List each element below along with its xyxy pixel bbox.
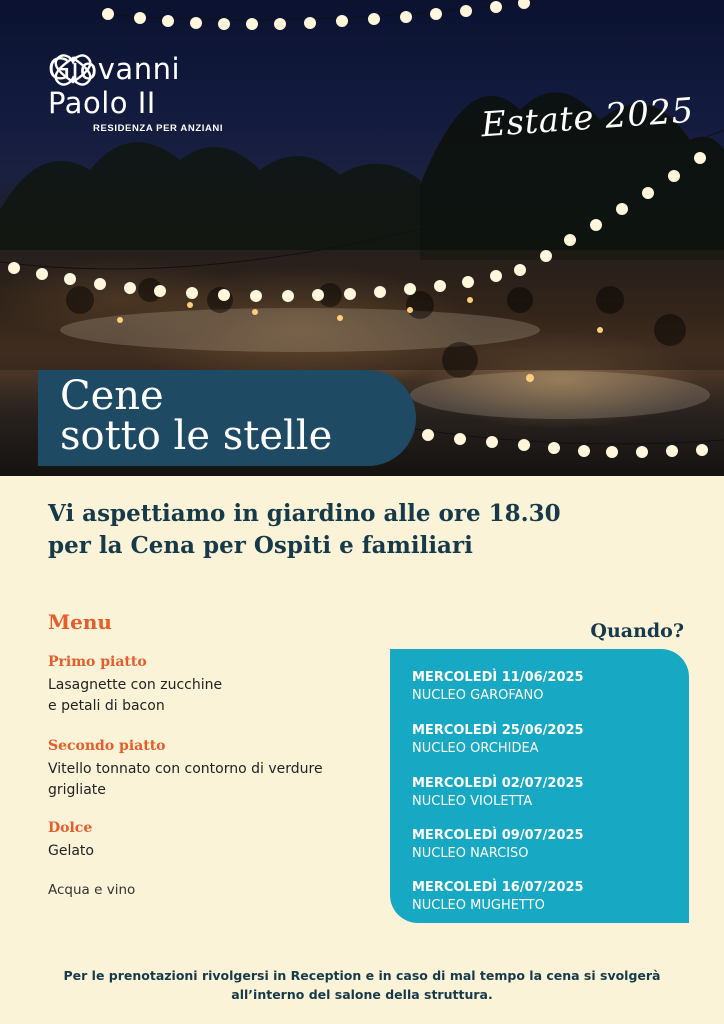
course-label-secondo: Secondo piatto	[48, 738, 166, 754]
course-text-primo	[48, 675, 368, 717]
drinks-note: Acqua e vino	[48, 882, 136, 898]
menu-heading: Menu	[48, 610, 112, 634]
title-banner	[38, 370, 416, 466]
brand-logo	[48, 52, 268, 134]
date-item	[412, 879, 584, 915]
date-item	[412, 669, 584, 705]
double-heart-knot-icon	[48, 52, 98, 88]
group-text: NUCLEO GAROFANO	[412, 688, 544, 703]
course-text-secondo	[48, 759, 378, 801]
when-heading: Quando?	[590, 620, 684, 642]
course-line: Lasagnette con zucchine	[48, 677, 223, 693]
date-item	[412, 722, 584, 758]
footer-line-1: Per le prenotazioni rivolgersi in Reception e in caso di mal tempo la cena si svolgerà	[63, 968, 661, 983]
date-text: MERCOLEDÌ 02/07/2025	[412, 776, 584, 791]
event-headline	[48, 498, 648, 562]
brand-name: Giovanni Paolo II	[48, 52, 181, 120]
course-line: Gelato	[48, 843, 94, 859]
date-item	[412, 827, 584, 863]
course-line: e petali di bacon	[48, 698, 165, 714]
season-label: Estate 2025	[480, 90, 696, 146]
hero-photo	[0, 0, 724, 476]
brand-subtitle: RESIDENZA PER ANZIANI	[93, 123, 224, 134]
footer-line-2: all’interno del salone della struttura.	[231, 987, 493, 1002]
headline-line-1: Vi aspettiamo in giardino alle ore 18.30	[48, 500, 561, 527]
group-text: NUCLEO VIOLETTA	[412, 794, 533, 809]
title-line-2: sotto le stelle	[60, 413, 333, 459]
headline-line-2: per la Cena per Ospiti e familiari	[48, 532, 473, 559]
date-text: MERCOLEDÌ 25/06/2025	[412, 723, 584, 738]
dates-box	[390, 649, 689, 923]
group-text: NUCLEO MUGHETTO	[412, 898, 545, 913]
date-text: MERCOLEDÌ 11/06/2025	[412, 670, 584, 685]
course-line: grigliate	[48, 782, 106, 798]
date-item	[412, 775, 584, 811]
date-text: MERCOLEDÌ 09/07/2025	[412, 828, 584, 843]
title-line-1: Cene	[60, 373, 164, 419]
date-text: MERCOLEDÌ 16/07/2025	[412, 880, 584, 895]
group-text: NUCLEO NARCISO	[412, 846, 529, 861]
booking-footer	[40, 966, 684, 1004]
course-label-dolce: Dolce	[48, 820, 93, 836]
course-label-primo: Primo piatto	[48, 654, 147, 670]
course-line: Vitello tonnato con contorno di verdure	[48, 761, 323, 777]
group-text: NUCLEO ORCHIDEA	[412, 741, 539, 756]
course-text-dolce	[48, 841, 368, 862]
